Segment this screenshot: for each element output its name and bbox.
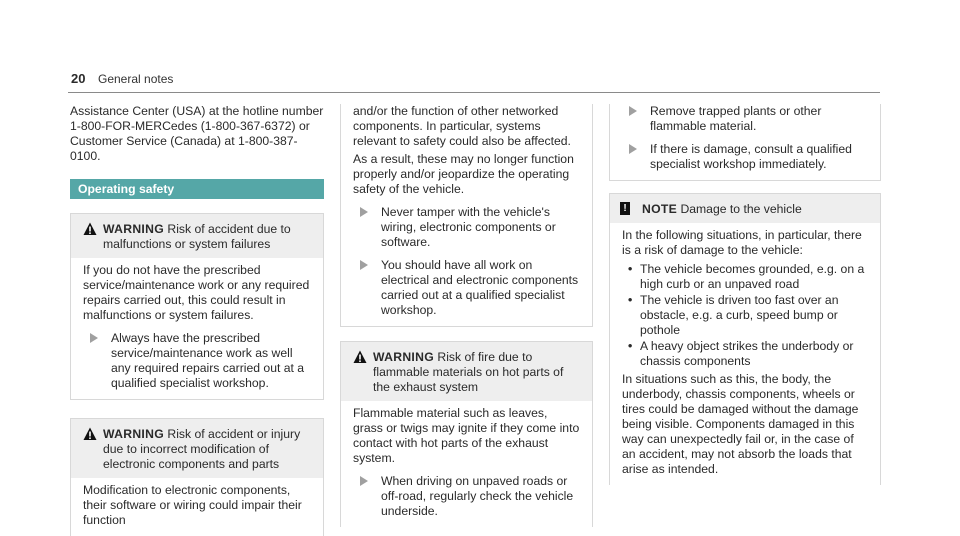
warning-box-malfunction [70,213,324,400]
result-paragraph: As a result, these may no longer function properly and/or jeopardize the operating safety of the vehicle. [353,152,574,196]
column-3 [609,104,881,485]
list-item-text: The vehicle becomes grounded, e.g. on a high curb or an unpaved road [640,262,865,291]
warning-label: WARNING [373,350,435,364]
page-number: 20 [71,71,86,86]
list-item-text: A heavy object strikes the underbody or chassis components [640,339,854,368]
action-item [353,474,580,519]
note-intro: In the following situations, in particular, there is a risk of damage to the vehicle: [622,228,862,257]
warning-heading: Risk of fire due to flammable materials on hot parts of the exhaust system [373,350,564,394]
arrow-right-icon [90,333,98,343]
list-item: • The vehicle is driven too fast over an obstacle, e.g. a curb, speed bump or pothole [628,293,839,337]
section-title-bar [70,179,324,199]
warning-box-continued [340,104,593,327]
column-1 [70,104,324,536]
section-title: Operating safety [78,182,175,196]
notice-icon: ! [620,202,630,215]
warning-header [341,342,592,401]
action-text: When driving on unpaved roads or off-road, regularly check the vehicle underside. [381,474,574,518]
action-text: Always have the prescribed service/maintenance work as well any required repairs carried out at a qualified specialist workshop. [111,331,305,390]
action-item [622,104,868,134]
warning-triangle-icon [353,350,367,364]
note-header [610,194,880,223]
warning-label: WARNING [103,222,165,236]
list-item-text: The vehicle is driven too fast over an obstacle, e.g. a curb, speed bump or pothole [640,293,839,337]
continued-paragraph: and/or the function of other networked components. In particular, systems relevant to safety could also be affected. [353,104,571,148]
warning-header [71,419,323,478]
action-item [353,258,580,318]
warning-triangle-icon [83,222,97,236]
action-item [622,142,868,172]
column-2 [340,104,593,527]
warning-heading: Risk of accident due to malfunctions or system failures [103,222,291,251]
action-text: Never tamper with the vehicle's wiring, electronic components or software. [381,205,556,249]
note-body: In situations such as this, the body, the underbody, chassis components, wheels or tires could be damaged without the damage being visible. Components damaged in this way can unexpectedly fail or, in the case of an accident, may not absorb the loads that arise as intended. [622,372,859,476]
list-item: • The vehicle becomes grounded, e.g. on a high curb or an unpaved road [628,262,865,291]
page-header [68,70,880,93]
arrow-right-icon [629,106,637,116]
note-heading: Damage to the vehicle [680,202,802,216]
warning-header [71,214,323,258]
warning-body: Flammable material such as leaves, grass or twigs may ignite if they come into contact with hot parts of the exhaust system. [353,406,580,465]
risk-list [622,262,868,369]
note-box-vehicle-damage [609,193,881,485]
intro-paragraph: Assistance Center (USA) at the hotline number 1-800-FOR-MERCedes (1-800-367-6372) or Customer Service (Canada) at 1-800-387-0100. [70,104,324,163]
action-text: Remove trapped plants or other flammable material. [650,104,822,133]
warning-triangle-icon [83,427,97,441]
warning-box-fire [340,341,593,527]
warning-box-modification [70,418,324,536]
note-label: NOTE [642,202,678,216]
warning-box-continued [609,104,881,181]
warning-label: WARNING [103,427,165,441]
action-text: You should have all work on electrical and electronic components carried out at a qualified specialist workshop. [381,258,579,317]
warning-heading: Risk of accident or injury due to incorrect modification of electronic components and parts [103,427,301,471]
arrow-right-icon [360,260,368,270]
page-title: General notes [98,72,174,86]
action-item [83,331,311,391]
action-item [353,205,580,250]
action-text: If there is damage, consult a qualified specialist workshop immediately. [650,142,852,171]
warning-body: Modification to electronic components, their software or wiring could impair their function [83,483,302,527]
arrow-right-icon [629,144,637,154]
arrow-right-icon [360,207,368,217]
list-item: • A heavy object strikes the underbody or chassis components [628,339,854,368]
arrow-right-icon [360,476,368,486]
warning-body: If you do not have the prescribed service/maintenance work or any required repairs carried out, this could result in malfunctions or system failures. [83,263,310,322]
